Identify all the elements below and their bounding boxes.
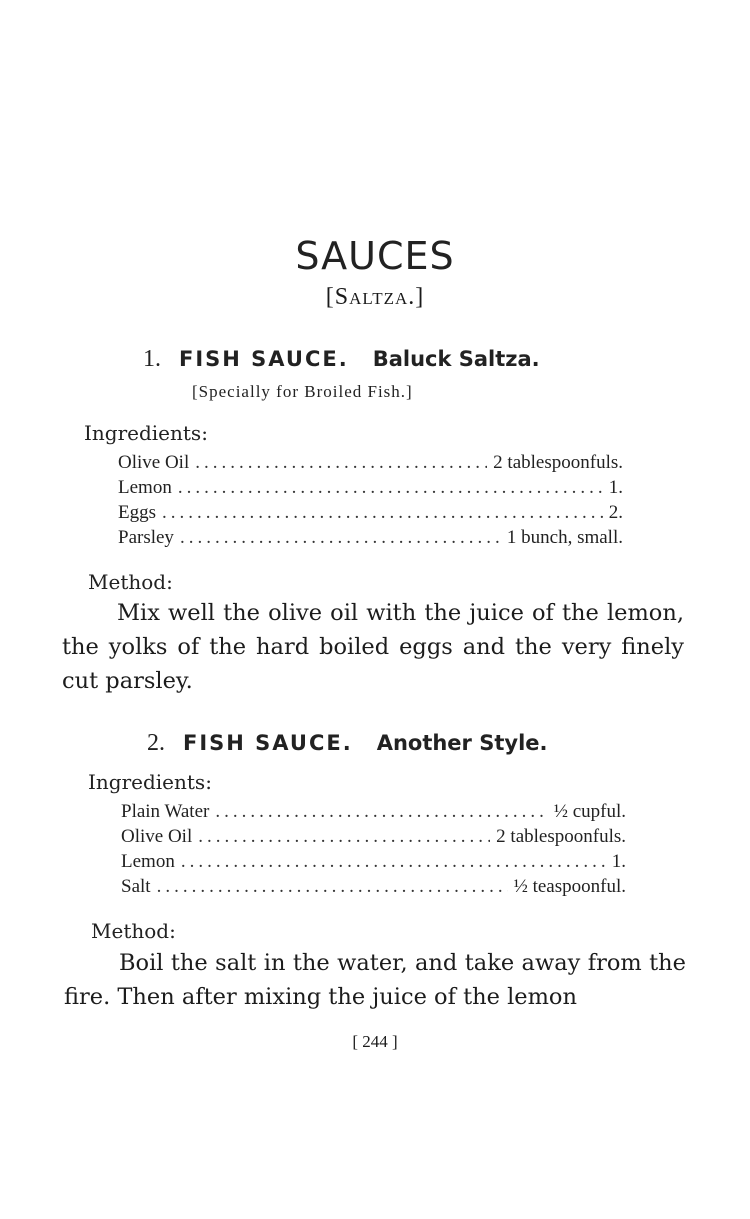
ingredient-item: Plain Water [121,801,210,822]
ingredient-amount: ½ teaspoonful. [513,876,626,897]
leader-dots [157,876,508,898]
page-number: [ 244 ] [352,1032,398,1051]
page-title: SAUCES [295,234,455,278]
leader-dots [180,527,501,549]
ingredient-row [118,477,623,499]
recipe-2-method-label: Method: [91,919,176,943]
ingredient-row [118,502,623,524]
ingredient-amount: 2 tablespoonfuls. [496,826,626,847]
recipe-1-number: 1. [143,346,161,372]
ingredient-amount: 2 tablespoonfuls. [493,452,623,473]
recipe-1-alt-name: Baluck Saltza. [372,347,540,371]
leader-dots [215,801,547,823]
leader-dots [195,452,487,474]
ingredient-amount: 1. [608,477,623,498]
ingredient-row [121,826,626,848]
page-subtitle: [Saltza.] [325,284,425,310]
ingredient-amount: ½ cupful. [553,801,626,822]
ingredient-amount: 1. [611,851,626,872]
recipe-1-ingredients-label: Ingredients: [84,421,208,445]
leader-dots [198,826,490,848]
recipe-1-note: [Specially for Broiled Fish.] [192,382,413,401]
ingredient-row [121,851,626,873]
recipe-2-method-text: Boil the salt in the water, and take away from the fire. Then after mixing the juice of the lemon [64,950,686,1010]
recipe-2-number: 2. [147,730,165,756]
ingredient-row [121,876,626,898]
ingredient-item: Olive Oil [118,452,190,473]
ingredient-item: Eggs [118,502,156,523]
leader-dots [178,477,603,499]
ingredient-item: Lemon [118,477,172,498]
ingredient-item: Lemon [121,851,175,872]
leader-dots [162,502,603,524]
recipe-2-name: FISH SAUCE. [183,731,353,755]
ingredient-item: Parsley [118,527,174,548]
ingredient-amount: 2. [608,502,623,523]
ingredient-item: Salt [121,876,151,897]
recipe-1-method-text: Mix well the olive oil with the juice of the lemon, the yolks of the hard boiled eggs and the very finely cut parsley. [62,600,684,694]
leader-dots [181,851,606,873]
ingredient-row [118,452,623,474]
ingredient-amount: 1 bunch, small. [506,527,623,548]
recipe-2-ingredients-label: Ingredients: [88,770,212,794]
ingredient-item: Olive Oil [121,826,193,847]
ingredient-row [118,527,623,549]
recipe-1-heading [143,346,540,373]
recipe-1-name: FISH SAUCE. [179,347,349,371]
recipe-2-alt-name: Another Style. [376,731,548,755]
recipe-1-method-label: Method: [88,570,173,594]
recipe-2-heading [147,730,548,757]
ingredient-row [121,801,626,823]
